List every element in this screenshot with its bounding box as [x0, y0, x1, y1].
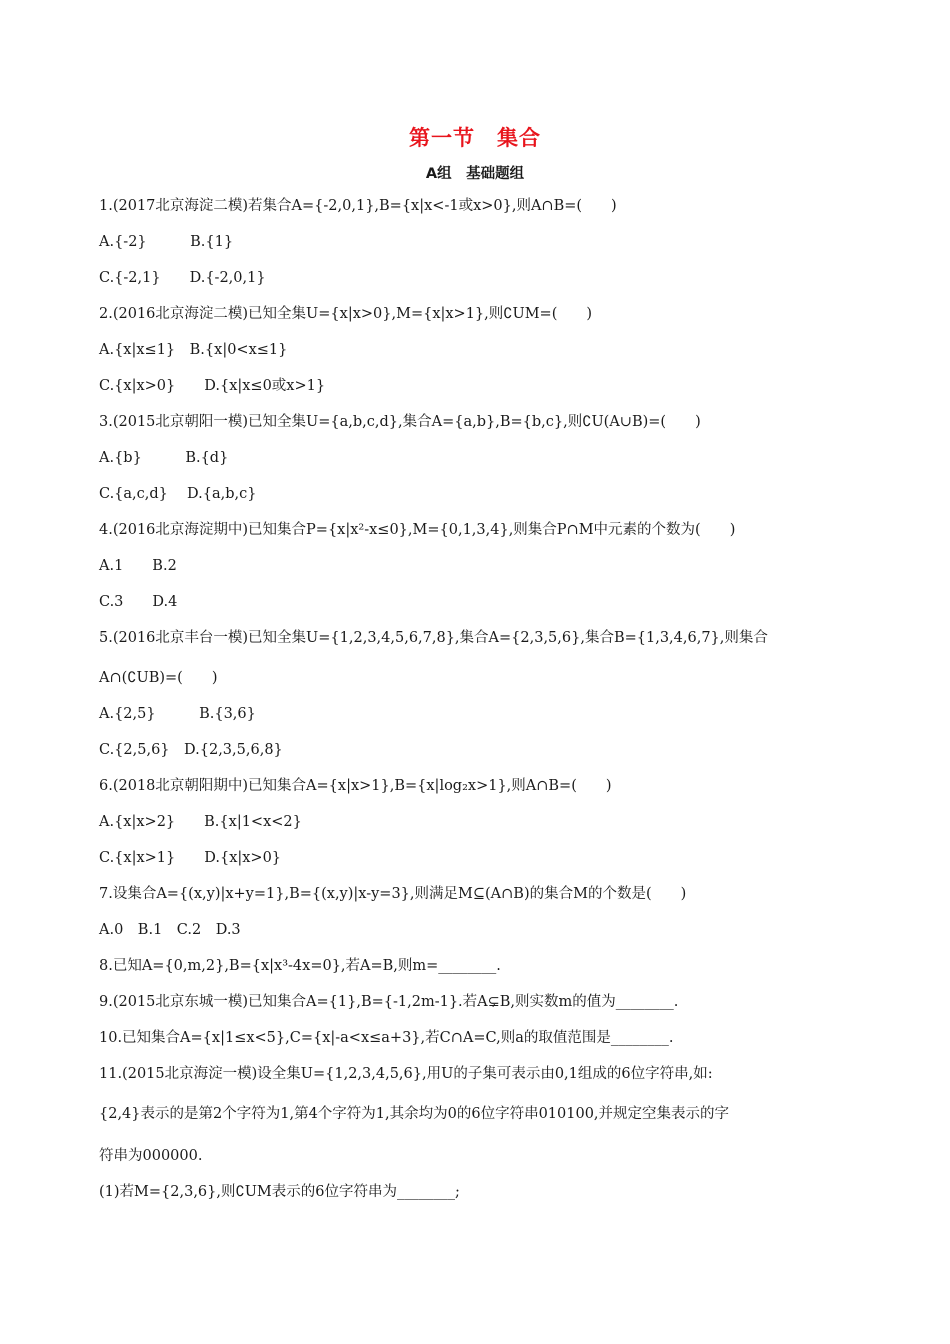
question-7-options: A.0 B.1 C.2 D.3	[99, 922, 241, 938]
question-3-stem: 3.(2015北京朝阳一模)已知全集U={a,b,c,d},集合A={a,b},B={b,c},则∁U(A∪B)=( )	[99, 414, 701, 430]
question-1-stem: 1.(2017北京海淀二模)若集合A={-2,0,1},B={x|x<-1或x>0},则A∩B=( )	[99, 198, 617, 214]
question-4-stem: 4.(2016北京海淀期中)已知集合P={x|x²-x≤0},M={0,1,3,4},则集合P∩M中元素的个数为( )	[99, 522, 736, 538]
question-6-options-cd: C.{x|x>1} D.{x|x>0}	[99, 850, 282, 866]
question-11-stem-line3: 符串为000000.	[99, 1148, 203, 1164]
question-8-stem: 8.已知A={0,m,2},B={x|x³-4x=0},若A=B,则m=________.	[99, 958, 501, 974]
group-subtitle: A组 基础题组	[425, 166, 525, 182]
question-4-options-ab: A.1 B.2	[99, 558, 177, 574]
question-3-options-ab: A.{b} B.{d}	[99, 450, 229, 466]
question-2-options-cd: C.{x|x>0} D.{x|x≤0或x>1}	[99, 378, 326, 394]
question-5-stem: 5.(2016北京丰台一模)已知全集U={1,2,3,4,5,6,7,8},集合A={2,3,5,6},集合B={1,3,4,6,7},则集合	[99, 630, 768, 646]
question-1-options-ab: A.{-2} B.{1}	[99, 234, 234, 250]
question-7-stem: 7.设集合A={(x,y)|x+y=1},B={(x,y)|x-y=3},则满足M⊆(A∩B)的集合M的个数是( )	[99, 886, 687, 902]
question-11-stem-line2: {2,4}表示的是第2个字符为1,第4个字符为1,其余均为0的6位字符串010100,并规定空集表示的字	[99, 1106, 730, 1122]
question-11-stem: 11.(2015北京海淀一模)设全集U={1,2,3,4,5,6},用U的子集可表示由0,1组成的6位字符串,如:	[99, 1066, 713, 1082]
question-10-stem: 10.已知集合A={x|1≤x<5},C={x|-a<x≤a+3},若C∩A=C,则a的取值范围是________.	[99, 1030, 674, 1046]
question-4-options-cd: C.3 D.4	[99, 594, 178, 610]
question-5-stem-continued: A∩(∁UB)=( )	[99, 670, 218, 686]
question-1-options-cd: C.{-2,1} D.{-2,0,1}	[99, 270, 266, 286]
section-title: 第一节 集合	[409, 126, 541, 150]
question-2-options-ab: A.{x|x≤1} B.{x|0<x≤1}	[99, 342, 288, 358]
question-9-stem: 9.(2015北京东城一模)已知集合A={1},B={-1,2m-1}.若A⊊B,则实数m的值为________.	[99, 994, 679, 1010]
question-5-options-ab: A.{2,5} B.{3,6}	[99, 706, 256, 722]
question-3-options-cd: C.{a,c,d} D.{a,b,c}	[99, 486, 257, 502]
question-11-part-1: (1)若M={2,3,6},则∁UM表示的6位字符串为________;	[99, 1184, 460, 1200]
question-5-options-cd: C.{2,5,6} D.{2,3,5,6,8}	[99, 742, 283, 758]
question-2-stem: 2.(2016北京海淀二模)已知全集U={x|x>0},M={x|x>1},则∁UM=( )	[99, 306, 593, 322]
question-6-stem: 6.(2018北京朝阳期中)已知集合A={x|x>1},B={x|log₂x>1},则A∩B=( )	[99, 778, 612, 794]
question-6-options-ab: A.{x|x>2} B.{x|1<x<2}	[99, 814, 302, 830]
